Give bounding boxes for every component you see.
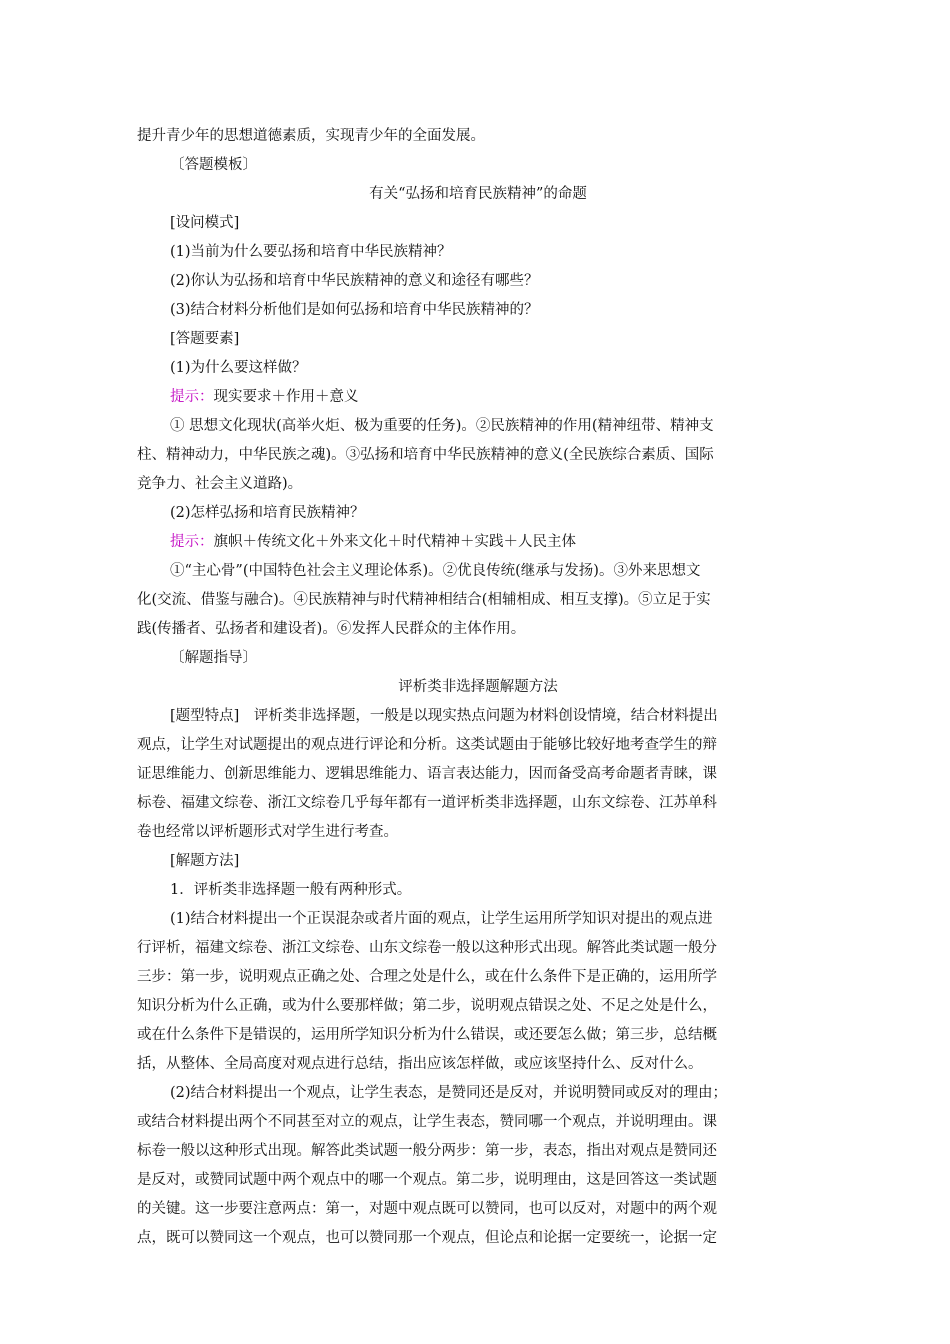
question-line: (1)为什么要这样做？ (170, 360, 307, 376)
question-line: (3)结合材料分析他们是如何弘扬和培育中华民族精神的？ (170, 302, 539, 318)
question-line: (2)怎样弘扬和培育民族精神？ (170, 505, 365, 521)
paragraph-line: 证思维能力、创新思维能力、逻辑思维能力、语言表达能力，因而备受高考命题者青睐，课 (137, 766, 717, 782)
text-line: 提升青少年的思想道德素质，实现青少年的全面发展。 (137, 128, 485, 144)
paragraph-line: 1．评析类非选择题一般有两种形式。 (170, 882, 412, 898)
subsection-label: [设问模式] (170, 215, 240, 231)
question-line: (1)当前为什么要弘扬和培育中华民族精神？ (170, 244, 452, 260)
paragraph-line: 知识分析为什么正确，或为什么要那样做；第二步，说明观点错误之处、不足之处是什么， (137, 998, 717, 1014)
subsection-label: [答题要素] (170, 331, 240, 347)
paragraph-line: 标卷、福建文综卷、浙江文综卷几乎每年都有一道评析类非选择题，山东文综卷、江苏单科 (137, 795, 717, 811)
document-page (137, 122, 819, 1253)
paragraph-line: 标卷一般以这种形式出现。解答此类试题一般分两步：第一步，表态，指出对观点是赞同还 (137, 1143, 717, 1159)
paragraph-line: 竞争力、社会主义道路)。 (137, 476, 303, 492)
subsection-label: [解题方法] (170, 853, 240, 869)
hint-label: 提示： (170, 534, 214, 550)
paragraph-line: (1)结合材料提出一个正误混杂或者片面的观点，让学生运用所学知识对提出的观点进 (170, 911, 713, 927)
paragraph-line: 卷也经常以评析题形式对学生进行考查。 (137, 824, 398, 840)
paragraph-line: 三步：第一步，说明观点正确之处、合理之处是什么，或在什么条件下是正确的，运用所学 (137, 969, 717, 985)
hint-text: 旗帜＋传统文化＋外来文化＋时代精神＋实践＋人民主体 (213, 534, 576, 550)
paragraph-line: 柱、精神动力，中华民族之魂)。③弘扬和培育中华民族精神的意义(全民族综合素质、国际 (137, 447, 714, 463)
section-label-answer-template: 〔答题模板〕 (170, 157, 257, 173)
paragraph-line: 或结合材料提出两个不同甚至对立的观点，让学生表态，赞同哪一个观点，并说明理由。课 (137, 1114, 717, 1130)
paragraph-line: 的关键。这一步要注意两点：第一，对题中观点既可以赞同，也可以反对，对题中的两个观 (137, 1201, 717, 1217)
section-title: 评析类非选择题解题方法 (398, 679, 558, 695)
hint-text: 现实要求＋作用＋意义 (213, 389, 359, 405)
paragraph-line: 观点，让学生对试题提出的观点进行评论和分析。这类试题由于能够比较好地考查学生的辩 (137, 737, 717, 753)
paragraph-line: 行评析，福建文综卷、浙江文综卷、山东文综卷一般以这种形式出现。解答此类试题一般分 (137, 940, 717, 956)
question-line: (2)你认为弘扬和培育中华民族精神的意义和途径有哪些？ (170, 273, 539, 289)
section-label-guide: 〔解题指导〕 (170, 650, 257, 666)
hint-line (137, 528, 819, 557)
paragraph-line: [题型特点] 评析类非选择题，一般是以现实热点问题为材料创设情境，结合材料提出 (170, 708, 718, 724)
section-title: 有关“弘扬和培育民族精神”的命题 (369, 186, 587, 202)
paragraph-line: 是反对，或赞同试题中两个观点中的哪一个观点。第二步，说明理由，这是回答这一类试题 (137, 1172, 717, 1188)
paragraph-line: 点，既可以赞同这一个观点，也可以赞同那一个观点，但论点和论据一定要统一，论据一定 (137, 1230, 717, 1246)
paragraph-line: 或在什么条件下是错误的，运用所学知识分析为什么错误，或还要怎么做；第三步，总结概 (137, 1027, 717, 1043)
paragraph-line: 括，从整体、全局高度对观点进行总结，指出应该怎样做，或应该坚持什么、反对什么。 (137, 1056, 703, 1072)
paragraph-line: (2)结合材料提出一个观点，让学生表态，是赞同还是反对，并说明赞同或反对的理由； (170, 1085, 728, 1101)
paragraph-line: 化(交流、借鉴与融合)。④民族精神与时代精神相结合(相辅相成、相互支撑)。⑤立足于实 (137, 592, 711, 608)
paragraph-line: ①“主心骨”(中国特色社会主义理论体系)。②优良传统(继承与发扬)。③外来思想文 (170, 563, 701, 579)
paragraph-line: 践(传播者、弘扬者和建设者)。⑥发挥人民群众的主体作用。 (137, 621, 526, 637)
hint-line (137, 383, 819, 412)
paragraph-line: ① 思想文化现状(高举火炬、极为重要的任务)。②民族精神的作用(精神纽带、精神支 (170, 418, 714, 434)
hint-label: 提示： (170, 389, 214, 405)
